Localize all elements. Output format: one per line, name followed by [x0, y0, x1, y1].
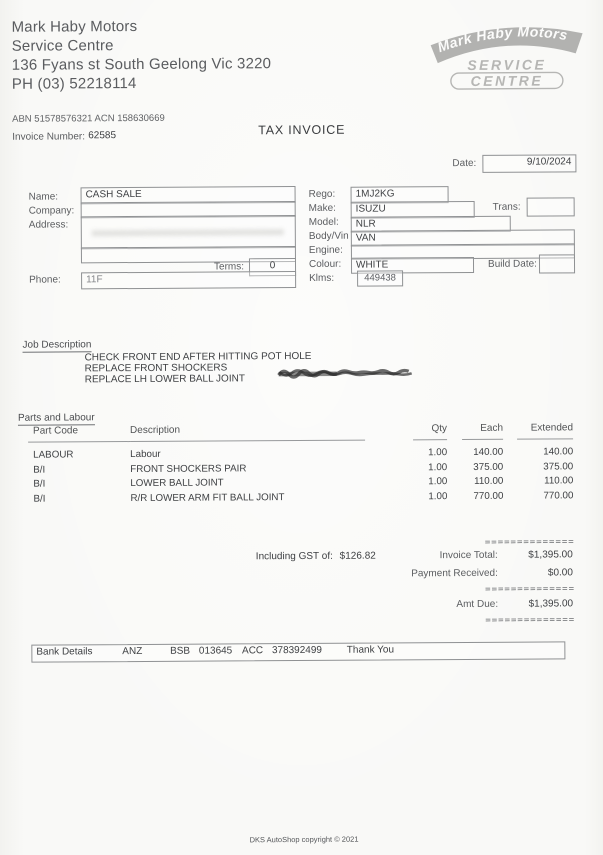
part-each: 110.00	[474, 475, 504, 488]
payment-received-value: $0.00	[547, 567, 573, 579]
address-label: Address:	[28, 219, 69, 231]
business-header	[11, 16, 271, 94]
gst-label: Including GST of:	[255, 550, 333, 563]
build-date-field	[539, 254, 575, 273]
rego-label: Rego:	[308, 188, 336, 200]
part-description: FRONT SHOCKERS PAIR	[130, 462, 247, 475]
name-label: Name:	[28, 191, 59, 203]
make-label: Make:	[308, 202, 336, 214]
part-description: R/R LOWER ARM FIT BALL JOINT	[130, 491, 285, 504]
build-date-label: Build Date:	[487, 258, 537, 270]
thank-you-text: Thank You	[346, 644, 395, 656]
part-extended: 110.00	[544, 475, 574, 487]
table-row	[28, 490, 573, 508]
acc-label: ACC	[241, 645, 264, 657]
part-extended: 375.00	[543, 460, 574, 473]
job-line-3: REPLACE LH LOWER BALL JOINT	[84, 373, 245, 386]
model-value: NLR	[355, 218, 376, 230]
invoice-total-value: $1,395.00	[528, 549, 573, 561]
bank-name: ANZ	[122, 645, 143, 658]
part-description: Labour	[130, 448, 161, 461]
model-label: Model:	[308, 216, 339, 228]
part-extended: 770.00	[543, 490, 574, 502]
address-redaction-smudge	[92, 229, 284, 236]
part-each: 770.00	[473, 490, 504, 502]
col-header-each: Each	[462, 423, 503, 440]
part-code: LABOUR	[33, 449, 74, 461]
part-each: 140.00	[473, 446, 504, 458]
part-each: 375.00	[473, 461, 504, 473]
engine-label: Engine:	[308, 244, 343, 256]
totals-separator-top: ==============	[484, 537, 575, 548]
part-extended: 140.00	[543, 446, 574, 458]
part-code: B/I	[33, 464, 46, 476]
business-line2: Service Centre	[11, 37, 114, 55]
totals-separator-bottom: ==============	[485, 615, 576, 626]
part-code: B/I	[33, 493, 46, 505]
phone-field	[81, 271, 296, 289]
make-value: ISUZU	[355, 203, 386, 215]
gst-value: $126.82	[339, 550, 376, 562]
bsb-value: 013645	[198, 645, 233, 657]
colour-label: Colour:	[308, 258, 342, 270]
totals-separator-mid: ==============	[485, 584, 576, 595]
business-address: 136 Fyans st South Geelong Vic 3220	[11, 55, 272, 74]
job-description-heading: Job Description	[22, 339, 92, 351]
part-qty: 1.00	[428, 447, 448, 459]
klms-field	[357, 270, 403, 286]
col-header-qty: Qty	[413, 423, 447, 440]
bank-details-line	[36, 644, 394, 657]
logo-graphic	[420, 12, 590, 93]
phone-value: 11F	[86, 274, 103, 286]
part-qty: 1.00	[428, 490, 448, 503]
invoice-number-value: 62585	[88, 130, 117, 142]
invoice-number-label: Invoice Number:	[12, 131, 86, 143]
mark-haby-logo	[420, 12, 590, 93]
logo-banner-text: Mark Haby Motors	[435, 23, 569, 56]
amt-due-value: $1,395.00	[528, 598, 574, 610]
invoice-total-label: Invoice Total:	[439, 549, 498, 562]
phone-label: Phone:	[29, 274, 61, 286]
bodyvin-value: VAN	[355, 232, 376, 244]
col-header-extended: Extended	[517, 422, 573, 439]
part-qty: 1.00	[428, 461, 448, 473]
trans-label: Trans:	[492, 201, 521, 213]
doc-title: TAX INVOICE	[258, 122, 346, 138]
bsb-label: BSB	[170, 645, 191, 657]
footer-copyright: DKS AutoShop copyright © 2021	[249, 834, 359, 845]
bodyvin-label: Body/Vin	[308, 230, 349, 242]
part-code: B/I	[33, 478, 46, 490]
job-line-2: REPLACE FRONT SHOCKERS	[84, 362, 228, 375]
bank-details-label: Bank Details	[36, 646, 93, 658]
abn-acn-line: ABN 51578576321 ACN 158630669	[12, 112, 165, 125]
business-name: Mark Haby Motors	[11, 17, 138, 36]
part-description: LOWER BALL JOINT	[130, 477, 224, 490]
parts-table-header	[28, 422, 573, 443]
trans-field	[527, 197, 575, 216]
parts-table-body	[28, 446, 573, 508]
date-label: Date:	[452, 157, 477, 170]
logo-centre-text: CENTRE	[470, 72, 544, 89]
gst-line	[256, 551, 376, 563]
klms-value: 449438	[364, 272, 396, 284]
colour-value: WHITE	[355, 259, 389, 271]
logo-service-text: SERVICE	[467, 56, 547, 73]
part-qty: 1.00	[428, 476, 448, 488]
acc-value: 378392499	[271, 644, 323, 657]
payment-received-label: Payment Received:	[411, 567, 498, 580]
col-header-part-code: Part Code	[28, 425, 130, 443]
terms-value: 0	[269, 260, 276, 272]
date-field	[482, 154, 576, 173]
date-value: 9/10/2024	[526, 156, 572, 168]
amt-due-label: Amt Due:	[456, 598, 499, 611]
job-line-1: CHECK FRONT END AFTER HITTING POT HOLE	[84, 350, 312, 364]
redaction-scribble	[277, 365, 425, 380]
address-field	[81, 215, 296, 249]
terms-label: Terms:	[213, 261, 245, 273]
name-value: CASH SALE	[85, 188, 142, 201]
col-header-description: Description	[130, 424, 365, 442]
rego-value: 1MJ2KG	[355, 188, 395, 200]
company-label: Company:	[28, 205, 75, 217]
parts-labour-heading: Parts and Labour	[17, 412, 95, 424]
bank-details-box	[31, 641, 565, 662]
business-phone: PH (03) 52218114	[11, 75, 137, 93]
klms-label: Klms:	[309, 272, 335, 284]
